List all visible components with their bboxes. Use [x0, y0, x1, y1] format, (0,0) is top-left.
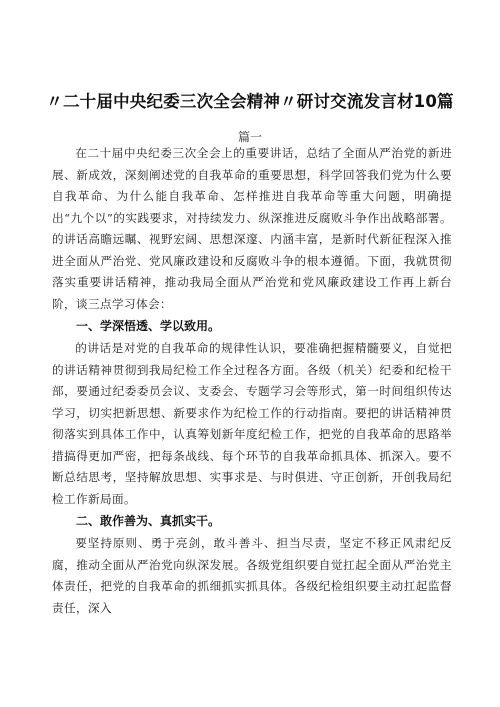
- paragraph-intro: 在二十届中央纪委三次全会上的重要讲话，总结了全面从严治党的新进展、新成效，深刻阐述党的自我革命的重要思想，科学回答我们党为什么要自我革命、为什么能自我革命、怎样推进自我革命等重大问题，明确提出“九个以”的实践要求，对持续发力、纵深推进反腐败斗争作出战略部署。的讲话高瞻远瞩、视野宏阔、思想深邃、内涵丰富，是新时代新征程深入推进全面从严治党、党风廉政建设和反腐败斗争的根本遵循。下面，我就贯彻落实重要讲话精神，推动我局全面从严治党和党风廉政建设工作再上新台阶，谈三点学习体会：: [52, 146, 452, 311]
- section-label: 篇一: [237, 130, 262, 144]
- heading-one: 一、学深悟透、学以致用。: [76, 319, 221, 333]
- paragraph-one: 的讲话是对党的自我革命的规律性认识，要准确把握精髓要义，自觉把的讲话精神贯彻到我局纪检工作全过程各方面。各级（机关）纪委和纪检干部，要通过纪委委员会议、支委会、专题学习会等形式，第一时间组织传达学习，切实把新思想、新要求作为纪检工作的行动指南。要把的讲话精神贯彻落实到具体工作中，认真筹划新年度纪检工作，把党的自我革命的思路举措搞得更加严密，把每条战线、每个环节的自我革命抓具体、抓深入。要不断总结思考，坚持解放思想、实事求是、与时俱进、守正创新，开创我局纪检工作新局面。: [52, 341, 452, 506]
- document-title: 〃二十届中央纪委三次全会精神〃研讨交流发言材10篇: [46, 92, 454, 111]
- heading-two: 二、敢作善为、真抓实干。: [76, 514, 221, 528]
- paragraph-two: 要坚持原则、勇于亮剑，敢斗善斗、担当尽责，坚定不移正风肃纪反腐，推动全面从严治党向纵深发展。各级党组织要自觉扛起全面从严治党主体责任，把党的自我革命的抓细抓实抓具体。各级纪检组织要主动扛起监督责任，深入: [52, 536, 452, 615]
- document-body: [52, 143, 452, 619]
